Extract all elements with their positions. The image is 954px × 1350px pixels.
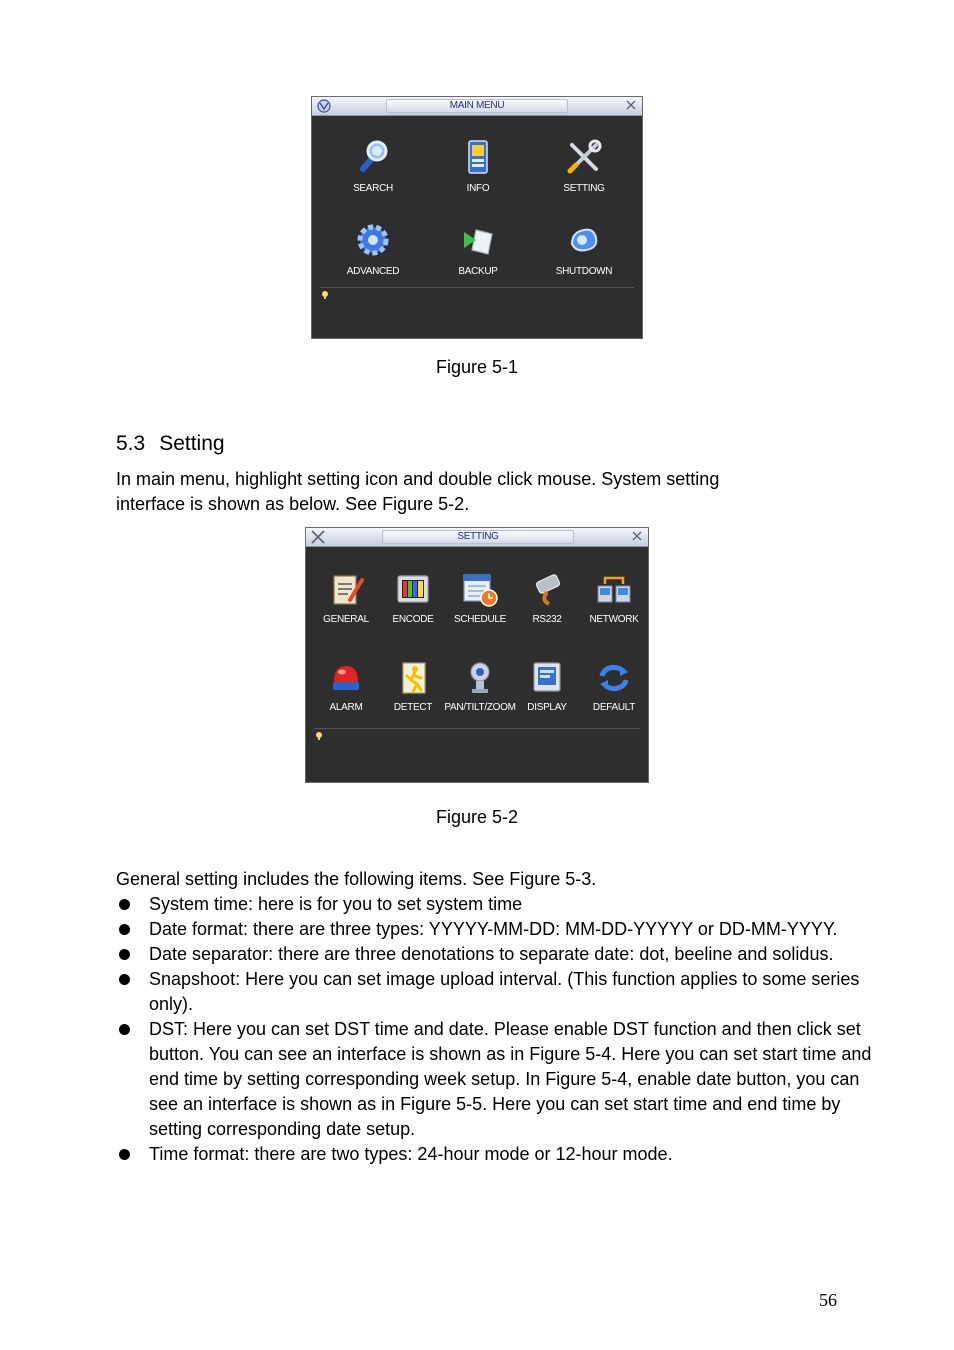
close-icon[interactable]: [630, 529, 644, 543]
list-item: DST: Here you can set DST time and date. Please enable DST function and then click set button. You can see an interface is shown as in Figure 5-4. Here you can set start time and end time by setting corresponding week setup. In Figure 5-4, enable date button, you can see an interface is shown as in Figure 5-5. Here you can set start time and end time by setting corresponding date setup.: [116, 1017, 876, 1142]
main-menu-titlebar: [312, 97, 642, 116]
tip-bulb-icon: [320, 290, 330, 300]
menu-item-label: INFO: [466, 183, 490, 194]
setting-item-label: ENCODE: [392, 614, 434, 625]
general-intro: General setting includes the following items. See Figure 5-3.: [116, 869, 597, 889]
menu-item-label: SHUTDOWN: [555, 266, 613, 277]
shutdown-icon: [564, 220, 604, 260]
list-item: Time format: there are two types: 24-hour mode or 12-hour mode.: [116, 1142, 876, 1167]
menu-item-info[interactable]: [438, 137, 518, 195]
setting-tools-icon: [310, 529, 326, 545]
setting-item-label: ALARM: [329, 702, 363, 713]
ptz-camera-icon: [460, 660, 500, 696]
network-icon: [594, 572, 634, 608]
menu-item-label: SETTING: [563, 183, 605, 194]
menu-item-setting[interactable]: [544, 137, 624, 195]
default-icon: [594, 660, 634, 696]
main-menu-title: MAIN MENU: [386, 99, 568, 113]
page-number: 56: [819, 1290, 837, 1310]
setting-item-default[interactable]: [574, 660, 654, 714]
setting-menu-titlebar: [306, 528, 648, 547]
schedule-icon: [460, 572, 500, 608]
menu-item-backup[interactable]: [438, 220, 518, 278]
setting-item-label: DISPLAY: [527, 702, 567, 713]
alarm-icon: [326, 660, 366, 696]
setting-item-label: SCHEDULE: [453, 614, 507, 625]
list-item: Snapshoot: Here you can set image upload interval. (This function applies to some series only).: [116, 967, 876, 1017]
status-divider: [314, 728, 640, 729]
figure-caption: Figure 5-1: [435, 357, 519, 377]
setting-item-label: DEFAULT: [592, 702, 636, 713]
info-icon: [458, 137, 498, 177]
section-intro: [116, 467, 816, 517]
setting-item-network[interactable]: [574, 572, 654, 626]
section-heading: [116, 432, 225, 456]
setting-item-label: GENERAL: [323, 614, 369, 625]
advanced-gear-icon: [353, 220, 393, 260]
search-icon: [353, 137, 393, 177]
rs232-icon: [527, 572, 567, 608]
list-item: Date format: there are three types: YYYYY-MM-DD: MM-DD-YYYYY or DD-MM-YYYY.: [116, 917, 876, 942]
menu-item-label: BACKUP: [458, 266, 498, 277]
setting-tools-icon: [564, 137, 604, 177]
main-menu-screenshot: [311, 96, 643, 339]
general-icon: [326, 572, 366, 608]
setting-item-label: RS232: [532, 614, 562, 625]
detect-icon: [393, 660, 433, 696]
app-logo-icon: [316, 98, 332, 114]
intro-line: In main menu, highlight setting icon and double click mouse. System setting: [116, 469, 720, 489]
setting-menu-title: SETTING: [382, 530, 574, 544]
menu-item-label: ADVANCED: [346, 266, 400, 277]
setting-item-label: DETECT: [393, 702, 433, 713]
setting-item-label: NETWORK: [589, 614, 639, 625]
list-item: System time: here is for you to set system time: [116, 892, 876, 917]
status-divider: [320, 287, 634, 288]
section-number: 5.3: [116, 432, 146, 455]
display-icon: [527, 660, 567, 696]
list-item: Date separator: there are three denotations to separate date: dot, beeline and solidus.: [116, 942, 876, 967]
section-title: Setting: [159, 432, 225, 455]
menu-item-label: SEARCH: [353, 183, 393, 194]
close-icon[interactable]: [624, 98, 638, 112]
encode-icon: [393, 572, 433, 608]
backup-icon: [458, 220, 498, 260]
figure-caption: Figure 5-2: [435, 807, 519, 827]
intro-line: interface is shown as below. See Figure 5-2.: [116, 494, 470, 514]
menu-item-search[interactable]: [333, 137, 413, 195]
general-items-list: [116, 892, 876, 1167]
setting-item-label: PAN/TILT/ZOOM: [444, 702, 516, 713]
tip-bulb-icon: [314, 731, 324, 741]
setting-menu-screenshot: [305, 527, 649, 783]
menu-item-shutdown[interactable]: [544, 220, 624, 278]
menu-item-advanced[interactable]: [333, 220, 413, 278]
